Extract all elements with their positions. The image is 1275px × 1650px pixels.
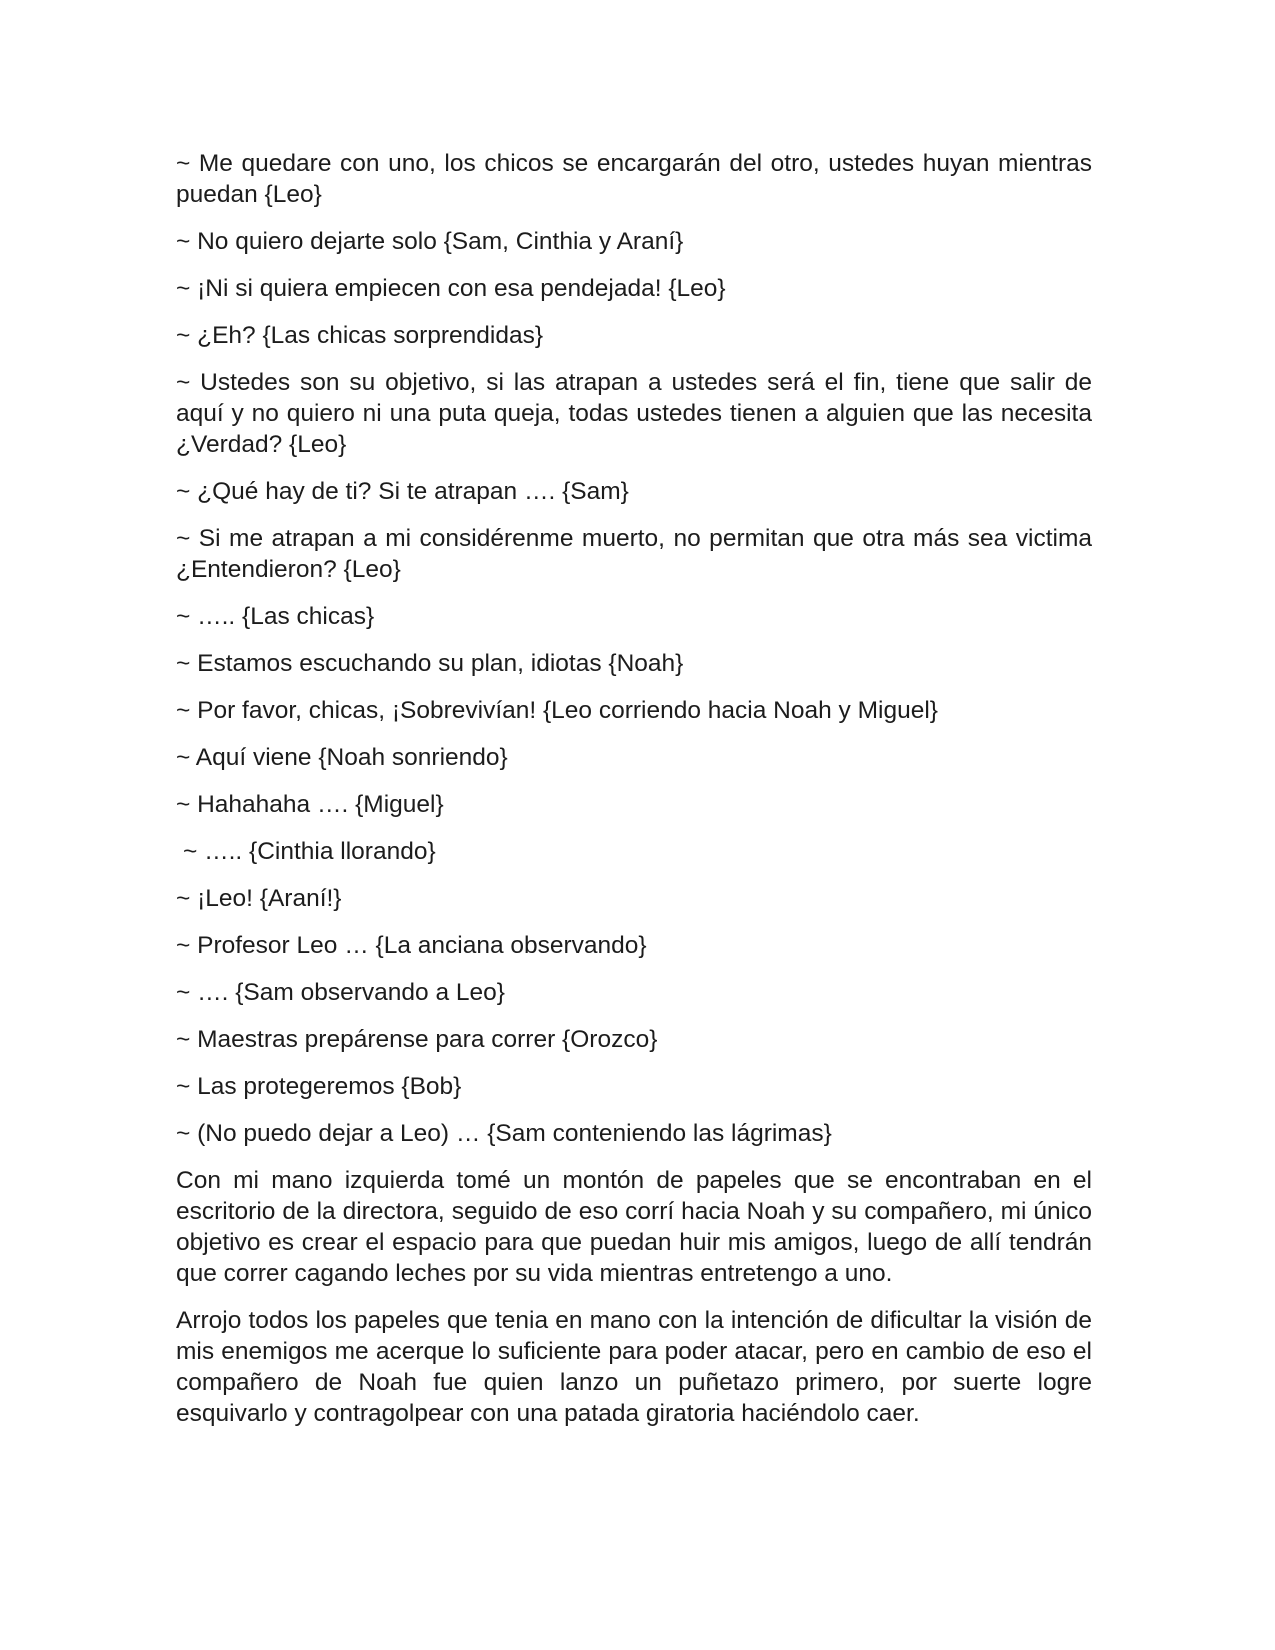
narrative-paragraph: Con mi mano izquierda tomé un montón de papeles que se encontraban en el escritorio de la directora, seguido de eso corrí hacia Noah y su compañero, mi único objetivo es crear el espacio para que puedan huir mis amigos, luego de allí tendrán que correr cagando leches por su vida mientras entretengo a uno.	[176, 1167, 1092, 1287]
dialogue-line: ~ Maestras prepárense para correr {Orozco}	[176, 1026, 658, 1053]
dialogue-line: ~ Profesor Leo … {La anciana observando}	[176, 932, 647, 959]
dialogue-line: ~ Ustedes son su objetivo, si las atrapan a ustedes será el fin, tiene que salir de aquí y no quiero ni una puta queja, todas ustedes tienen a alguien que las necesita ¿Verdad? {Leo}	[176, 369, 1092, 458]
dialogue-line: ~ …. {Sam observando a Leo}	[176, 979, 505, 1006]
dialogue-line: ~ ¿Eh? {Las chicas sorprendidas}	[176, 322, 544, 349]
dialogue-line: ~ (No puedo dejar a Leo) … {Sam conteniendo las lágrimas}	[176, 1120, 832, 1147]
narrative-paragraph: Arrojo todos los papeles que tenia en mano con la intención de dificultar la visión de mis enemigos me acerque lo suficiente para poder atacar, pero en cambio de eso el compañero de Noah fue quien lanzo un puñetazo primero, por suerte logre esquivarlo y contragolpear con una patada giratoria haciéndolo caer.	[176, 1307, 1092, 1427]
dialogue-line: ~ ¡Leo! {Araní!}	[176, 885, 342, 912]
dialogue-line: ~ Aquí viene {Noah sonriendo}	[176, 744, 508, 771]
dialogue-line: ~ Si me atrapan a mi considérenme muerto, no permitan que otra más sea victima ¿Entendieron? {Leo}	[176, 525, 1092, 583]
dialogue-line: ~ Por favor, chicas, ¡Sobrevivían! {Leo corriendo hacia Noah y Miguel}	[176, 697, 938, 724]
dialogue-line: ~ ….. {Las chicas}	[176, 603, 375, 630]
dialogue-line: ~ ….. {Cinthia llorando}	[183, 838, 436, 865]
dialogue-line: ~ ¿Qué hay de ti? Si te atrapan …. {Sam}	[176, 478, 629, 505]
dialogue-line: ~ No quiero dejarte solo {Sam, Cinthia y Araní}	[176, 228, 684, 255]
document-body	[176, 148, 1092, 1445]
dialogue-line: ~ Me quedare con uno, los chicos se encargarán del otro, ustedes huyan mientras puedan {Leo}	[176, 150, 1092, 208]
dialogue-line: ~ ¡Ni si quiera empiecen con esa pendejada! {Leo}	[176, 275, 726, 302]
dialogue-line: ~ Estamos escuchando su plan, idiotas {Noah}	[176, 650, 684, 677]
dialogue-line: ~ Hahahaha …. {Miguel}	[176, 791, 444, 818]
dialogue-line: ~ Las protegeremos {Bob}	[176, 1073, 462, 1100]
